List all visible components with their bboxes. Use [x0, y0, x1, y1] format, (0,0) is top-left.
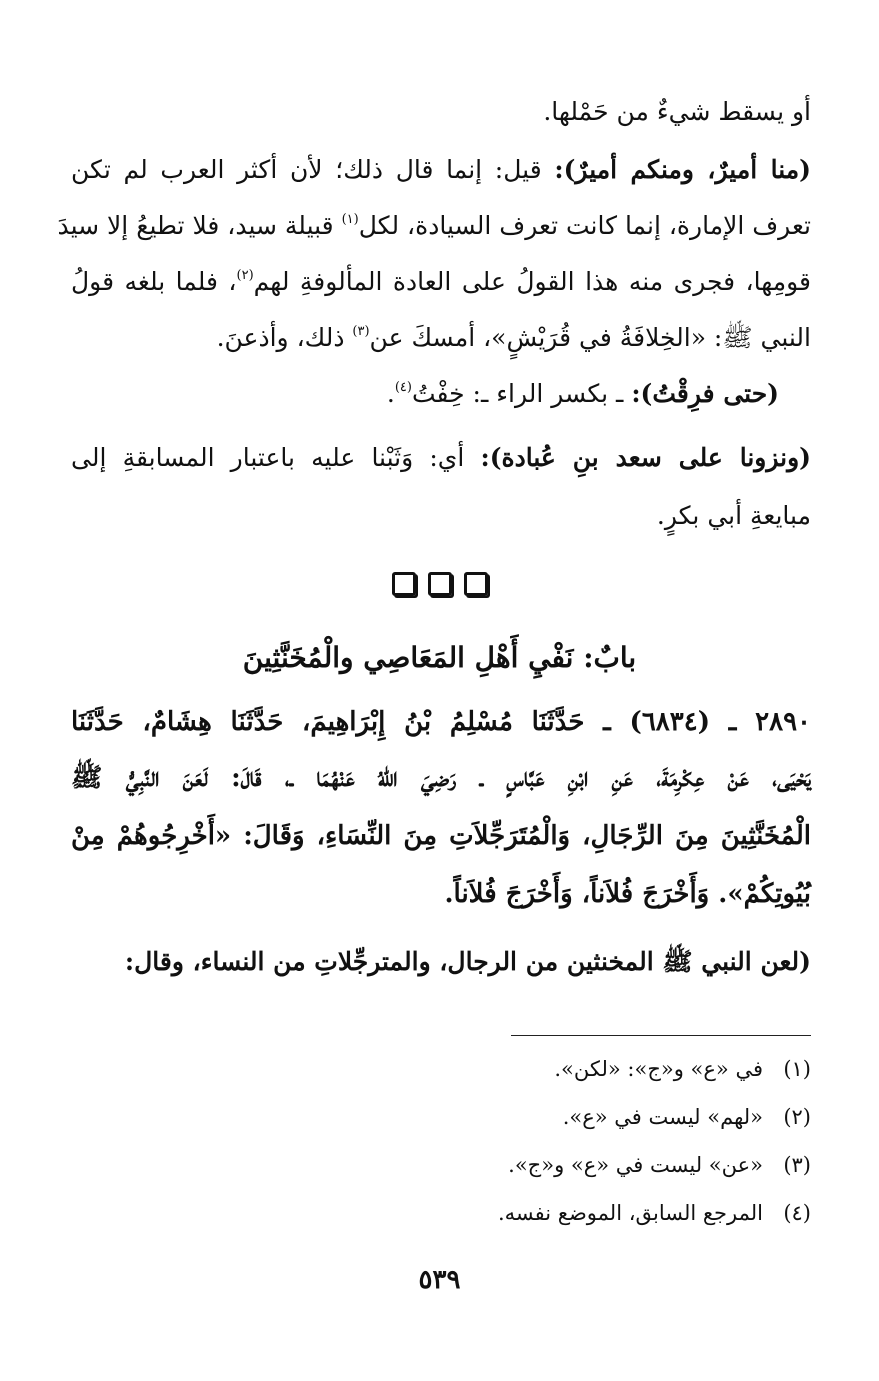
footnote-ref-3: (٣) [352, 324, 370, 339]
text-line-7: (ونزونا على سعد بنِ عُبادة): أي: وَثَبْنا عليه باعتبار المسابقةِ إلى [71, 443, 812, 472]
chapter-title: بابٌ: نَفْيِ أَهْلِ المَعَاصِي والْمُخَنَّثِينَ [242, 641, 637, 674]
square-ornament-icon [392, 572, 416, 596]
text-line-6: (حتى فرِقْتُ): ـ بكسر الراء ـ: خِفْتُ$^{(٤)}$. [386, 379, 779, 408]
footnote-ref-4: (٤) [394, 380, 412, 395]
hadith-line-1: ٢٨٩٠ ـ (٦٨٣٤) ـ حَدَّثَنَا مُسْلِمُ بْنُ إِبْرَاهِيمَ، حَدَّثَنَا هِشَامٌ، حَدَّثَنَا [71, 707, 811, 737]
hadith-line-3: الْمُخَنَّثِينَ مِنَ الرِّجَالِ، وَالْمُتَرَجِّلاَتِ مِنَ النِّسَاءِ، وَقَالَ: «أَخْرِجُوهُمْ مِنْ [71, 821, 811, 851]
commentary-line: (لعن النبي ﷺ المخنثين من الرجال، والمترجِّلاتِ من النساء، وقال: [124, 947, 811, 976]
text-line-1: أو يسقط شيءٌ من حَمْلها. [543, 97, 811, 126]
text-line-5: النبي ﷺ: «الخِلافَةُ في قُرَيْشٍ»، أمسكَ عن$^{(٣)}$ ذلك، وأذعنَ. [216, 323, 811, 352]
text-line-3: تعرف الإمارة، إنما كانت تعرف السيادة، لكل$^{(١)}$ قبيلة سيد، فلا تطيعُ إلا سيدَ [57, 211, 811, 240]
hadith-line-4: بُيُوتِكُمْ». وَأَخْرَجَ فُلاَناً، وَأَخْرَجَ فُلاَناً. [444, 879, 811, 909]
footnote-separator [511, 1035, 811, 1036]
section-divider [0, 572, 879, 596]
square-ornament-icon [464, 572, 488, 596]
footnote-1: (١)في «ع» و«ج»: «لكن». [554, 1057, 811, 1081]
footnote-2: (٢)«لهم» ليست في «ع». [562, 1105, 811, 1129]
hadith-line-2: يَحْيَى، عَنْ عِكْرِمَةَ، عَنِ ابْنِ عَبَّاسٍ ـ رَضِيَ اللهُ عَنْهُمَا ـ، قَالَ: لَعَنَ النَّبِيُّ ﷺ [71, 763, 811, 793]
text-line-2: (منا أميرٌ، ومنكم أميرٌ): قيل: إنما قال ذلك؛ لأن أكثر العرب لم تكن [71, 155, 811, 184]
text-line-4: قومِها، فجرى منه هذا القولُ على العادة المألوفةِ لهم$^{(٢)}$، فلما بلغه قولُ [71, 267, 812, 296]
square-ornament-icon [428, 572, 452, 596]
footnote-ref-1: (١) [341, 212, 359, 227]
text-line-8: مبايعةِ أبي بكرٍ. [656, 501, 811, 530]
page-number: ٥٣٩ [418, 1265, 461, 1295]
footnote-4: (٤)المرجع السابق، الموضع نفسه. [497, 1201, 811, 1225]
footnote-3: (٣)«عن» ليست في «ع» و«ج». [508, 1153, 811, 1177]
footnote-ref-2: (٢) [236, 268, 254, 283]
